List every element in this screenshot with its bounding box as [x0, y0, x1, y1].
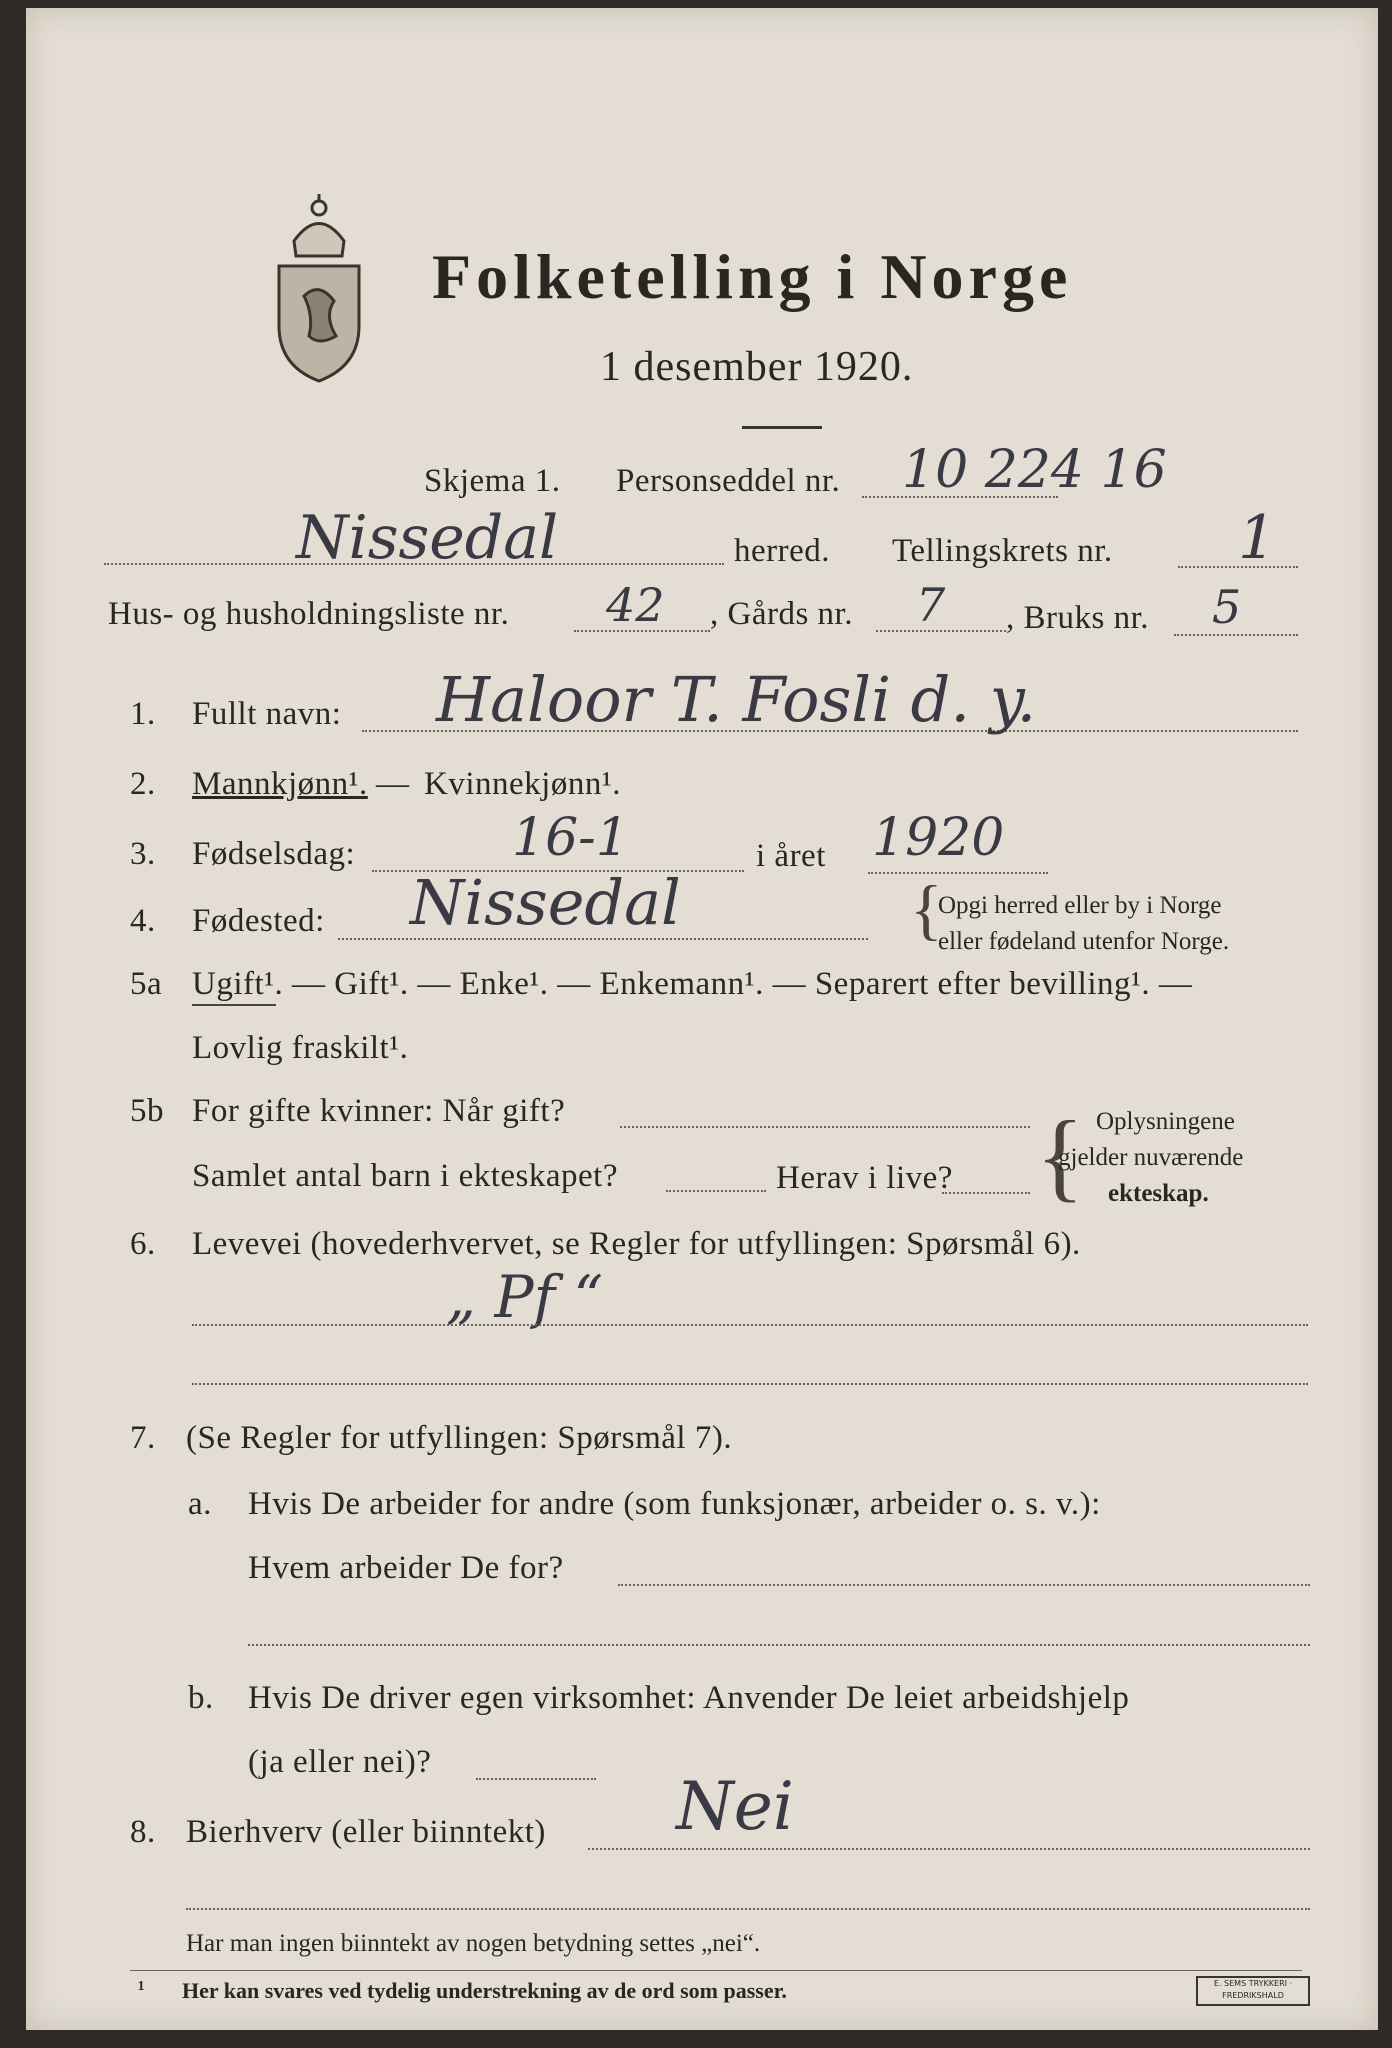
q3-year-value: 1920: [872, 808, 1005, 868]
q8-note: Har man ingen biinntekt av nogen betydning settes „nei“.: [186, 1930, 761, 1957]
footnote-text: Her kan svares ved tydelig understrekning av de ord som passer.: [182, 1978, 787, 2003]
q5a-number: 5a: [130, 966, 163, 1002]
q4-note-1: Opgi herred eller by i Norge: [938, 892, 1222, 919]
q4-number: 4.: [130, 903, 156, 939]
q7b-number: b.: [188, 1680, 214, 1716]
census-date: 1 desember 1920.: [600, 344, 914, 390]
q6-label: Levevei (hovederhvervet, se Regler for utfyllingen: Spørsmål 6).: [192, 1226, 1081, 1262]
q1-value: Haloor T. Fosli d. y.: [436, 663, 1037, 736]
q5b-note-1: Oplysningene: [1096, 1108, 1235, 1135]
gards-value: 7: [916, 578, 946, 632]
q8-label: Bierhverv (eller biinntekt): [186, 1814, 546, 1850]
title-divider: [742, 426, 822, 429]
q4-brace: {: [910, 871, 943, 947]
q4-label: Fødested:: [192, 903, 325, 939]
q4-note-2: eller fødeland utenfor Norge.: [938, 928, 1230, 955]
q5a-options: Ugift¹. — Gift¹. — Enke¹. — Enkemann¹. — Separert efter bevilling¹. —: [192, 966, 1193, 1002]
q6-number: 6.: [130, 1226, 156, 1262]
q7-label: (Se Regler for utfyllingen: Spørsmål 7).: [186, 1420, 733, 1456]
q5b-brace: {: [1036, 1100, 1084, 1211]
q5b-line2a: Samlet antal barn i ekteskapet?: [192, 1158, 619, 1194]
q8-number: 8.: [130, 1814, 156, 1850]
q7b-line1: Hvis De driver egen virksomhet: Anvender De leiet arbeidshjelp: [248, 1680, 1130, 1716]
q2-separator: —: [376, 766, 410, 802]
q5a-options-2: Lovlig fraskilt¹.: [192, 1030, 409, 1066]
ugift-underline: [192, 1004, 276, 1006]
coat-of-arms-icon: [264, 186, 374, 386]
q5b-line2b: Herav i live?: [776, 1160, 953, 1196]
q5b-note-3: ekteskap.: [1108, 1180, 1209, 1207]
q2-mannkjonn: Mannkjønn¹.: [192, 766, 368, 802]
q1-label: Fullt navn:: [192, 696, 342, 732]
printer-stamp: E. SEMS TRYKKERI · FREDRIKSHALD: [1196, 1976, 1310, 2006]
tellingskrets-value: 1: [1238, 503, 1277, 573]
q6-value: „ Pf “: [446, 1263, 604, 1331]
husliste-label: Hus- og husholdningsliste nr.: [108, 596, 510, 632]
q3-label: Fødselsdag:: [192, 836, 356, 872]
tellingskrets-label: Tellingskrets nr.: [892, 533, 1113, 569]
footnote-mark: ¹: [138, 1976, 145, 2001]
q3-number: 3.: [130, 836, 156, 872]
q5b-note-2: gjelder nuværende: [1058, 1144, 1244, 1171]
q2-number: 2.: [130, 766, 156, 802]
bruks-label: , Bruks nr.: [1006, 600, 1150, 636]
herred-label: herred.: [734, 533, 831, 569]
q2-kvinnekjonn: Kvinnekjønn¹.: [424, 766, 621, 802]
q5b-number: 5b: [130, 1093, 164, 1129]
q7b-line2: (ja eller nei)?: [248, 1744, 432, 1780]
q3-year-label: i året: [756, 838, 826, 874]
form-title: Folketelling i Norge: [432, 241, 1073, 312]
q7-number: 7.: [130, 1420, 156, 1456]
q7a-line2: Hvem arbeider De for?: [248, 1550, 564, 1586]
skjema-label: Skjema 1.: [424, 463, 561, 499]
bruks-value: 5: [1212, 580, 1242, 634]
personseddel-label: Personseddel nr.: [616, 463, 841, 499]
herred-value: Nissedal: [296, 503, 559, 573]
q7a-line1: Hvis De arbeider for andre (som funksjonær, arbeider o. s. v.):: [248, 1486, 1101, 1522]
q7a-number: a.: [188, 1486, 212, 1522]
census-form: [26, 8, 1378, 2030]
q4-birthplace-value: Nissedal: [410, 866, 681, 939]
husliste-value: 42: [606, 578, 665, 632]
q5b-line1: For gifte kvinner: Når gift?: [192, 1093, 566, 1129]
footnote-divider: [130, 1970, 1302, 1971]
q3-birthday-value: 16-1: [512, 808, 629, 868]
gards-label: , Gårds nr.: [710, 596, 853, 632]
personseddel-value: 10 224 16: [902, 440, 1167, 500]
q8-value: Nei: [676, 1768, 794, 1845]
q1-number: 1.: [130, 696, 156, 732]
